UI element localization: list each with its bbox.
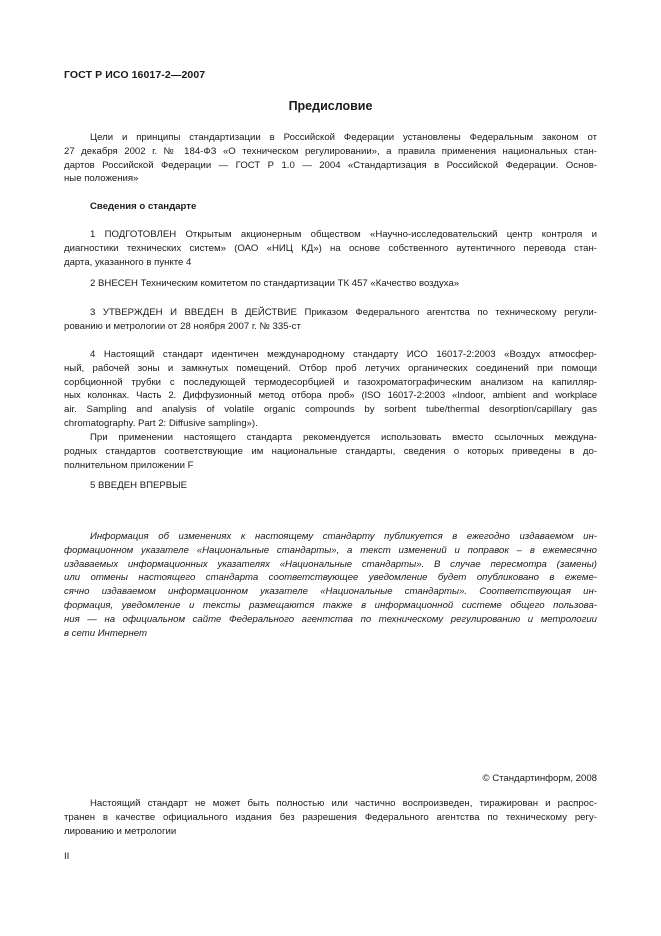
- item-3-line: 3 УТВЕРЖДЕН И ВВЕДЕН В ДЕЙСТВИЕ Приказом Федерального агентства по техническому регули-: [90, 307, 597, 318]
- reproduction-paragraph: [64, 797, 597, 838]
- notice-line: формация, уведомление и тексты размещаются также в информационной системе общего пользова-: [64, 599, 597, 611]
- notice-line: в сети Интернет: [64, 627, 147, 639]
- item-3-paragraph: [64, 306, 597, 334]
- item-4-note-line: полнительном приложении F: [64, 459, 194, 471]
- item-1-line: диагностики технических систем» (ОАО «НИЦ КД») на основе собственного аутентичного перевода стан-: [64, 242, 597, 254]
- reproduction-line: Настоящий стандарт не может быть полностью или частично воспроизведен, тиражирован и распрос-: [90, 798, 597, 809]
- item-1-paragraph: [64, 228, 597, 269]
- item-4-paragraph: [64, 348, 597, 431]
- notice-line: формационном указателе «Национальные стандарты», а текст изменений и поправок – в ежемесячно: [64, 544, 597, 556]
- item-4-line: chromatography. Part 2: Diffusive sampling»).: [64, 417, 258, 429]
- item-4-line: ный, рабочей зоны и замкнутых помещений. Отбор проб летучих органических соединений при помощи: [64, 362, 597, 374]
- intro-paragraph: [64, 131, 597, 186]
- intro-line: ные положения»: [64, 173, 139, 185]
- notice-line: ния — на официальном сайте Федерального агентства по техническому регулированию и метрологии: [64, 613, 597, 625]
- copyright-notice: © Стандартинформ, 2008: [482, 773, 597, 784]
- item-5-line: 5 ВВЕДЕН ВПЕРВЫЕ: [90, 480, 188, 491]
- section-heading: Сведения о стандарте: [90, 201, 197, 212]
- page-title: Предисловие: [288, 99, 373, 113]
- item-4-note-line: родных стандартов соответствующие им национальные стандарты, сведения о которых приведены в до-: [64, 445, 597, 457]
- reproduction-line: лированию и метрологии: [64, 825, 177, 837]
- item-2-line: 2 ВНЕСЕН Техническим комитетом по стандартизации ТК 457 «Качество воздуха»: [90, 278, 460, 289]
- reproduction-line: транен в качестве официального издания без разрешения Федерального агентства по техническому регу-: [64, 811, 597, 823]
- item-4-line: air. Sampling and analysis of volatile organic compounds by sorbent tube/thermal desorption/capillary gas: [64, 404, 597, 416]
- item-4-note-line: При применении настоящего стандарта рекомендуется использовать вместо ссылочных междуна-: [90, 432, 597, 443]
- intro-line: 27 декабря 2002 г. № 184-ФЗ «О техническом регулировании», а правила применения национальных стан-: [64, 145, 597, 157]
- item-1-line: дарта, указанного в пункте 4: [64, 256, 192, 268]
- item-4-line: сорбционной трубки с последующей термодесорбцией и газохроматографическим анализом на капилляр-: [64, 376, 597, 388]
- item-3-line: рованию и метрологии от 28 ноября 2007 г. № 335-ст: [64, 320, 301, 332]
- notice-line: сячно издаваемом информационном указателе «Национальные стандарты». Соответствующая ин-: [64, 586, 597, 598]
- notice-line: или отмены настоящего стандарта соответствующее уведомление будет опубликовано в ежеме-: [64, 572, 597, 584]
- notice-line: издаваемых информационных указателях «Национальные стандарты». В случае пересмотра (замены): [64, 558, 597, 570]
- item-1-line: 1 ПОДГОТОВЛЕН Открытым акционерным обществом «Научно-исследовательский центр контроля и: [90, 229, 597, 240]
- item-4-line: ных колонках. Часть 2. Диффузионный метод отбора проб» (ISO 16017-2:2003 «Indoor, ambient and workplace: [64, 390, 597, 402]
- item-4-note-paragraph: [64, 431, 597, 472]
- intro-line: Цели и принципы стандартизации в Российской Федерации установлены Федеральным законом от: [90, 132, 597, 143]
- document-code-header: ГОСТ Р ИСО 16017-2—2007: [64, 69, 206, 81]
- notice-paragraph: [64, 530, 597, 640]
- intro-line: дартов Российской Федерации — ГОСТ Р 1.0 — 2004 «Стандартизация в Российской Федерации. Основ-: [64, 159, 597, 171]
- page-number: II: [64, 851, 70, 862]
- item-4-line: 4 Настоящий стандарт идентичен международному стандарту ИСО 16017-2:2003 «Воздух атмосфер-: [90, 349, 597, 360]
- item-5-paragraph: [64, 479, 597, 493]
- item-2-paragraph: [64, 277, 597, 291]
- notice-line: Информация об изменениях к настоящему стандарту публикуется в ежегодно издаваемом ин-: [90, 531, 597, 542]
